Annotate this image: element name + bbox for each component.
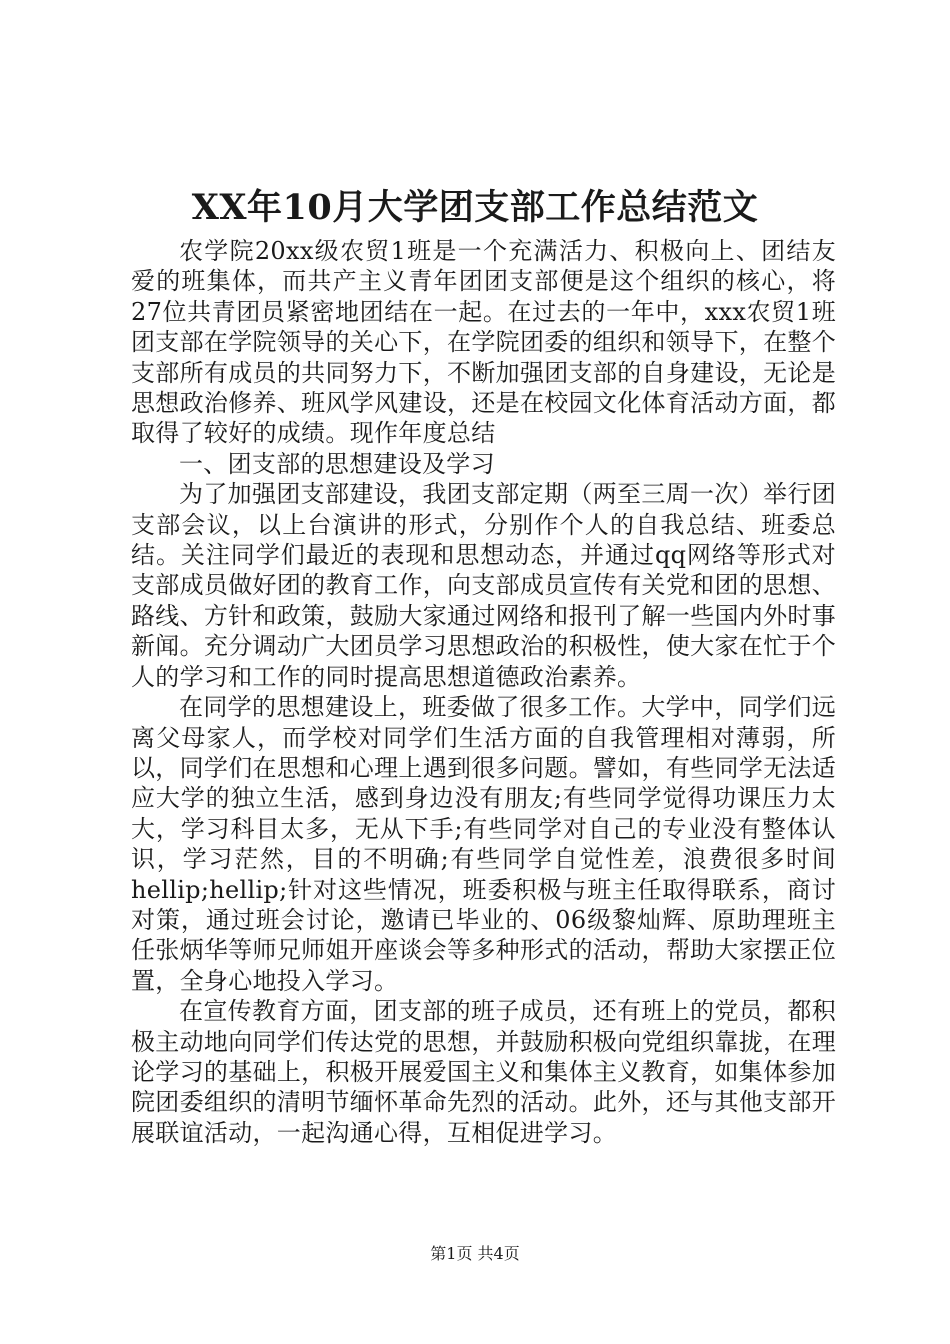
page-number-footer: 第1页 共4页 xyxy=(430,1244,520,1263)
paragraph-publicity: 在宣传教育方面，团支部的班子成员，还有班上的党员，都积极主动地向同学们传达党的思想，并鼓励积极向党组织靠拢，在理论学习的基础上，积极开展爱国主义和集体主义教育，如集体参加院团委组织的清明节缅怀革命先烈的活动。此外，还与其他支部开展联谊活动，一起沟通心得，互相促进学习。 xyxy=(131,997,836,1147)
paragraph-intro: 农学院20xx级农贸1班是一个充满活力、积极向上、团结友爱的班集体，而共产主义青年团团支部便是这个组织的核心，将27位共青团员紧密地团结在一起。在过去的一年中，xxx农贸1班团支部在学院领导的关心下，在学院团委的组织和领导下，在整个支部所有成员的共同努力下，不断加强团支部的自身建设，无论是思想政治修养、班风学风建设，还是在校园文化体育活动方面，都取得了较好的成绩。现作年度总结 xyxy=(131,237,836,448)
paragraph-ideology: 在同学的思想建设上，班委做了很多工作。大学中，同学们远离父母家人，而学校对同学们生活方面的自我管理相对薄弱，所以，同学们在思想和心理上遇到很多问题。譬如，有些同学无法适应大学的独立生活，感到身边没有朋友;有些同学觉得功课压力太大，学习科目太多，无从下手;有些同学对自己的专业没有整体认识，学习茫然，目的不明确;有些同学自觉性差，浪费很多时间hellip;hellip;针对这些情况，班委积极与班主任取得联系，商讨对策，通过班会讨论，邀请已毕业的、06级黎灿辉、原助理班主任张炳华等师兄师姐开座谈会等多种形式的活动，帮助大家摆正位置，全身心地投入学习。 xyxy=(131,693,836,995)
paragraph-study: 为了加强团支部建设，我团支部定期（两至三周一次）举行团支部会议，以上台演讲的形式，分别作个人的自我总结、班委总结。关注同学们最近的表现和思想动态，并通过qq网络等形式对支部成员做好团的教育工作，向支部成员宣传有关党和团的思想、路线、方针和政策，鼓励大家通过网络和报刊了解一些国内外时事新闻。充分调动广大团员学习思想政治的积极性，使大家在忙于个人的学习和工作的同时提高思想道德政治素养。 xyxy=(131,480,836,691)
document-body xyxy=(131,236,836,1148)
page-title: XX年10月大学团支部工作总结范文 xyxy=(191,187,759,228)
section-heading: 一、团支部的思想建设及学习 xyxy=(179,449,495,478)
